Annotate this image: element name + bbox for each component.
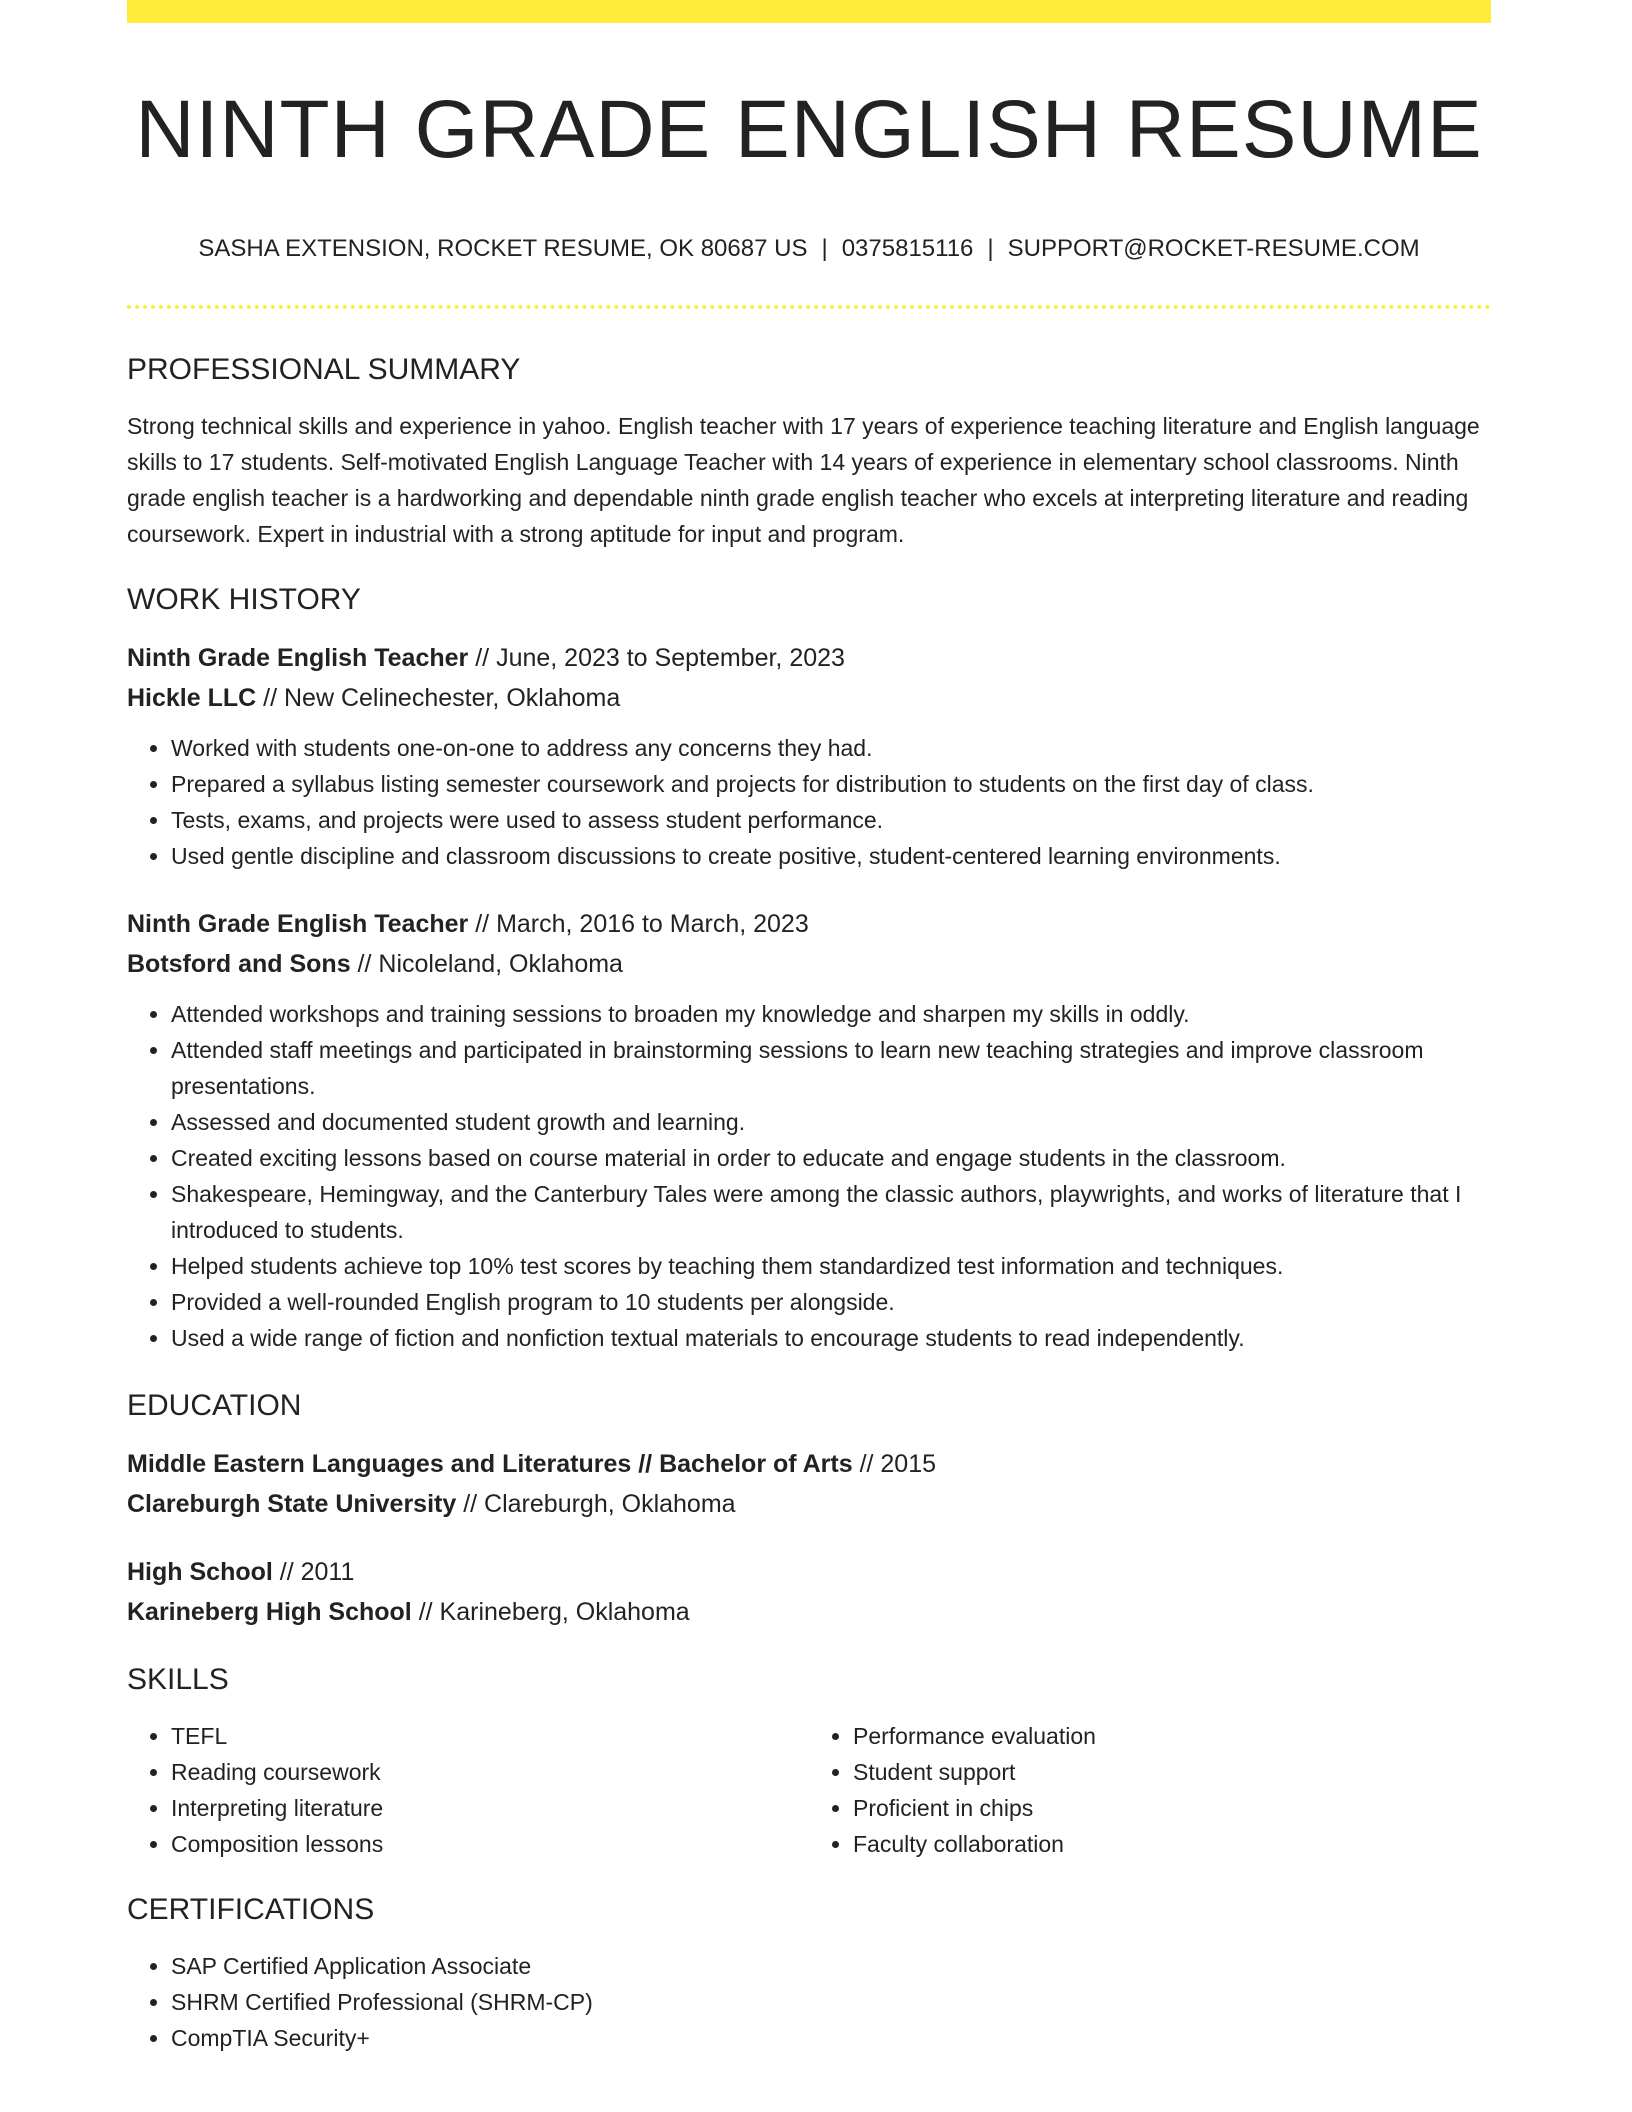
list-item: • Tests, exams, and projects were used to assess student performance. (171, 802, 1491, 838)
education-year: // 2015 (852, 1450, 937, 1478)
job-dates: // March, 2016 to March, 2023 (468, 910, 809, 938)
education-school: Karineberg High School (127, 1598, 412, 1626)
resume-content (127, 350, 1491, 2056)
education-entry (127, 1552, 1491, 1632)
skills-list-right (809, 1718, 1491, 1862)
contact-phone: 0375815116 (841, 235, 974, 262)
list-item: • Created exciting lessons based on course material in order to educate and engage students in the classroom. (171, 1140, 1491, 1176)
job-title-line (127, 904, 1491, 944)
job-location: // Nicoleland, Oklahoma (350, 950, 623, 978)
skill-item: • Interpreting literature (171, 1790, 809, 1826)
skill-item: • TEFL (171, 1718, 809, 1754)
list-item: • Worked with students one-on-one to address any concerns they had. (171, 730, 1491, 766)
list-item: • Used gentle discipline and classroom discussions to create positive, student-centered learning environments. (171, 838, 1491, 874)
list-item: • Prepared a syllabus listing semester coursework and projects for distribution to students on the first day of class. (171, 766, 1491, 802)
job-entry (127, 904, 1491, 1356)
list-item: • Attended workshops and training sessions to broaden my knowledge and sharpen my skills in oddly. (171, 996, 1491, 1032)
education-heading: EDUCATION (127, 1389, 302, 1422)
accent-top-bar (127, 0, 1491, 23)
skills-section (127, 1660, 1491, 1862)
list-item: • Helped students achieve top 10% test scores by teaching them standardized test information and techniques. (171, 1248, 1491, 1284)
contact-line (127, 234, 1491, 264)
summary-heading: PROFESSIONAL SUMMARY (127, 353, 521, 386)
education-entry (127, 1444, 1491, 1524)
job-dates: // June, 2023 to September, 2023 (468, 644, 845, 672)
list-item: • Assessed and documented student growth and learning. (171, 1104, 1491, 1140)
education-location: // Karineberg, Oklahoma (411, 1598, 690, 1626)
job-company: Hickle LLC (127, 684, 257, 712)
education-school-line (127, 1484, 1491, 1524)
contact-address: SASHA EXTENSION, ROCKET RESUME, OK 80687 US (198, 235, 808, 262)
skill-item: • Faculty collaboration (853, 1826, 1491, 1862)
education-degree: Middle Eastern Languages and Literatures // Bachelor of Arts (127, 1450, 853, 1478)
list-item: • Provided a well-rounded English program to 10 students per alongside. (171, 1284, 1491, 1320)
list-item: • Used a wide range of fiction and nonfiction textual materials to encourage students to read independently. (171, 1320, 1491, 1356)
job-bullets (127, 730, 1491, 874)
summary-text: Strong technical skills and experience in yahoo. English teacher with 17 years of experience teaching literature and English language skills to 17 students. Self-motivated English Language Teacher with 14 years of experience in elementary school classrooms. Ninth grade english teacher is a hardworking and dependable ninth grade english teacher who excels at interpreting literature and reading coursework. Expert in industrial with a strong aptitude for input and program. (127, 413, 1480, 547)
work-history-section (127, 580, 1491, 1356)
summary-section (127, 350, 1491, 552)
certifications-section (127, 1890, 1491, 2056)
contact-separator: | (821, 235, 828, 262)
job-bullets (127, 996, 1491, 1356)
education-school-line (127, 1592, 1491, 1632)
list-item: • Shakespeare, Hemingway, and the Canterbury Tales were among the classic authors, playwrights, and works of literature that I introduced to students. (171, 1176, 1491, 1248)
job-company-line (127, 944, 1491, 984)
education-location: // Clareburgh, Oklahoma (456, 1490, 736, 1518)
contact-email: SUPPORT@ROCKET-RESUME.COM (1007, 235, 1420, 262)
job-company-line (127, 678, 1491, 718)
list-item: • Attended staff meetings and participated in brainstorming sessions to learn new teaching strategies and improve classroom presentations. (171, 1032, 1491, 1104)
certifications-list (127, 1948, 1491, 2056)
job-company: Botsford and Sons (127, 950, 351, 978)
job-title: Ninth Grade English Teacher (127, 910, 469, 938)
skill-item: • Reading coursework (171, 1754, 809, 1790)
education-degree-line (127, 1444, 1491, 1484)
certification-item: • SAP Certified Application Associate (171, 1948, 1491, 1984)
skill-item: • Student support (853, 1754, 1491, 1790)
skill-item: • Performance evaluation (853, 1718, 1491, 1754)
job-title: Ninth Grade English Teacher (127, 644, 469, 672)
job-title-line (127, 638, 1491, 678)
education-school: Clareburgh State University (127, 1490, 457, 1518)
skill-item: • Proficient in chips (853, 1790, 1491, 1826)
skills-grid (127, 1718, 1491, 1862)
work-history-heading: WORK HISTORY (127, 583, 361, 616)
job-location: // New Celinechester, Oklahoma (256, 684, 621, 712)
skills-list-left (127, 1718, 809, 1862)
resume-title: NINTH GRADE ENGLISH RESUME (135, 84, 1483, 175)
education-year: // 2011 (272, 1558, 355, 1586)
skills-heading: SKILLS (127, 1663, 229, 1696)
certification-item: • SHRM Certified Professional (SHRM-CP) (171, 1984, 1491, 2020)
education-degree: High School (127, 1558, 273, 1586)
certification-item: • CompTIA Security+ (171, 2020, 1491, 2056)
dotted-divider (127, 305, 1491, 309)
skill-item: • Composition lessons (171, 1826, 809, 1862)
education-section (127, 1386, 1491, 1632)
job-entry (127, 638, 1491, 874)
contact-separator: | (987, 235, 994, 262)
education-degree-line (127, 1552, 1491, 1592)
certifications-heading: CERTIFICATIONS (127, 1893, 375, 1926)
